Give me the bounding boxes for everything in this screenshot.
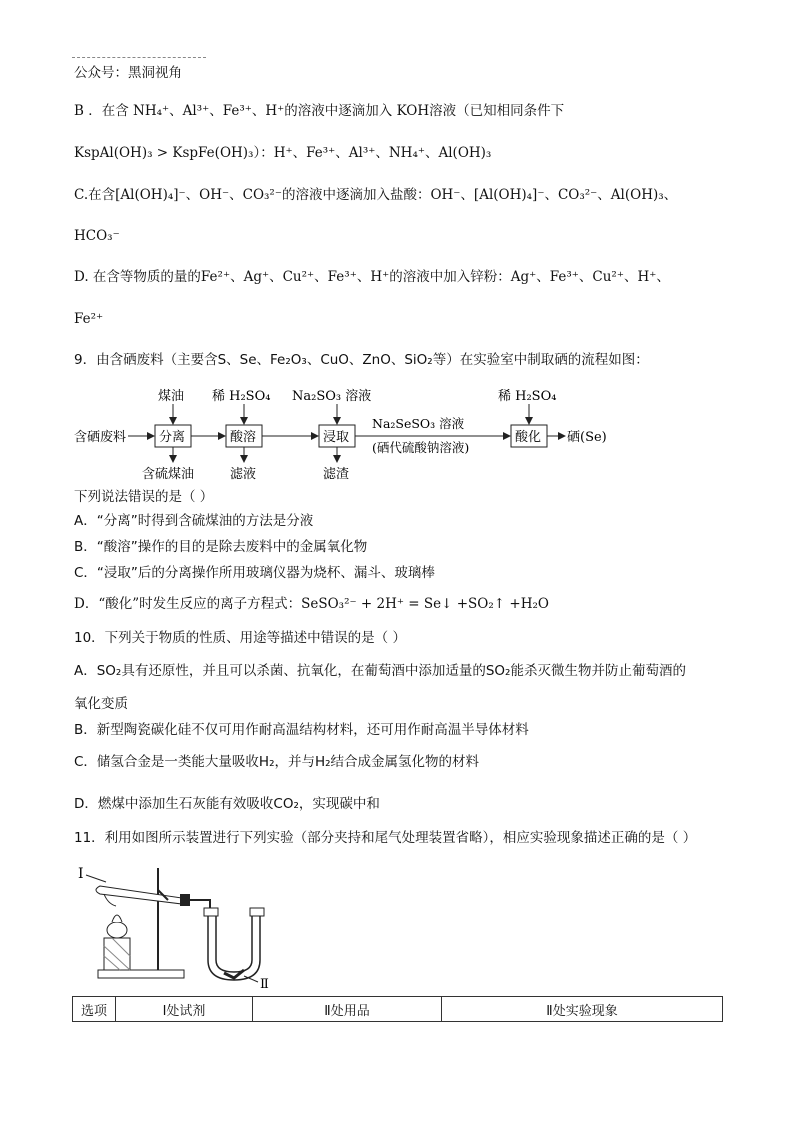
table-header-cell: 选项 [73, 997, 116, 1022]
flow-start: 含硒废料 [74, 430, 127, 445]
flame [112, 915, 122, 922]
alcohol-lamp [107, 922, 127, 938]
q9-ask: 下列说法错误的是（ ） [74, 489, 214, 505]
flow-output3: 滤渣 [323, 467, 350, 482]
flow-box3-label: 浸取 [323, 430, 350, 445]
q9-stem: 9．由含硒废料（主要含S、Se、Fe₂O₃、CuO、ZnO、SiO₂等）在实验室中制取硒的流程如图： [74, 352, 649, 368]
q10-option-c: C．储氢合金是一类能大量吸收H₂，并与H₂结合成金属氢化物的材料 [74, 754, 480, 770]
q10-option-d: D．燃煤中添加生石灰能有效吸收CO₂，实现碳中和 [74, 796, 380, 812]
u-tube-inner [216, 916, 252, 972]
q10-stem: 10．下列关于物质的性质、用途等描述中错误的是（ ） [74, 630, 406, 646]
q8-option-b-line2: KspAl(OH)₃ > KspFe(OH)₃）：H⁺、Fe³⁺、Al³⁺、NH₄⁺、Al(OH)₃ [74, 145, 492, 161]
table-header-cell: I处试剂 [116, 997, 253, 1022]
q8-option-d-line1: D. 在含等物质的量的Fe²⁺、Ag⁺、Cu²⁺、Fe³⁺、H⁺的溶液中加入锌粉：Ag⁺、Fe³⁺、Cu²⁺、H⁺、 [74, 269, 670, 285]
flow-output2: 滤液 [230, 467, 257, 482]
table-header-cell: Ⅱ处用品 [253, 997, 442, 1022]
flow-input1: 煤油 [158, 389, 185, 404]
stopper [180, 894, 190, 906]
flow-output1: 含硫煤油 [142, 467, 195, 482]
q9-flow-diagram [70, 382, 630, 482]
label-I: I [78, 866, 84, 882]
stand-base [98, 970, 184, 978]
label-II: Ⅱ [260, 977, 269, 990]
flow-box4-label: 酸化 [515, 430, 542, 445]
q11-stem: 11．利用如图所示装置进行下列实验（部分夹持和尾气处理装置省略），相应实验现象描述正确的是（ ） [74, 830, 697, 846]
flow-box1-label: 分离 [159, 430, 186, 445]
header-label: 公众号：黑洞视角 [74, 65, 182, 81]
q10-option-a-line1: A．SO₂具有还原性，并且可以杀菌、抗氧化，在葡萄酒中添加适量的SO₂能杀灭微生物并防止葡萄酒的 [74, 663, 686, 679]
q10-option-b: B．新型陶瓷碳化硅不仅可用作耐高温结构材料，还可用作耐高温半导体材料 [74, 722, 529, 738]
flow-mid-line2: (硒代硫酸钠溶液) [372, 440, 470, 455]
flow-box2-label: 酸溶 [230, 430, 257, 445]
flow-input4: 稀 H₂SO₄ [498, 389, 557, 404]
q9-option-a: A．“分离”时得到含硫煤油的方法是分液 [74, 513, 314, 529]
q11-apparatus-figure [72, 860, 302, 990]
table-header-cell: Ⅱ处实验现象 [442, 997, 723, 1022]
q9-option-c: C．“浸取”后的分离操作所用玻璃仪器为烧杯、漏斗、玻璃棒 [74, 565, 435, 581]
q8-option-c-line1: C.在含[Al(OH)₄]⁻、OH⁻、CO₃²⁻的溶液中逐滴加入盐酸：OH⁻、[Al(OH)₄]⁻、CO₃²⁻、Al(OH)₃、 [74, 187, 678, 203]
flow-mid-line1: Na₂SeSO₃ 溶液 [372, 416, 465, 431]
flow-input2: 稀 H₂SO₄ [212, 389, 271, 404]
q8-option-c-line2: HCO₃⁻ [74, 228, 120, 244]
q10-option-a-line2: 氧化变质 [74, 696, 128, 712]
q9-option-d: D．“酸化”时发生反应的离子方程式：SeSO₃²⁻ + 2H⁺ = Se↓ +SO₂↑ +H₂O [74, 596, 549, 612]
q8-option-b-line1: B ．在含 NH₄⁺、Al³⁺、Fe³⁺、H⁺的溶液中逐滴加入 KOH溶液（已知相同条件下 [74, 103, 565, 119]
q8-option-d-line2: Fe²⁺ [74, 311, 104, 327]
q11-answer-table [72, 996, 723, 1022]
q9-option-b: B．“酸溶”操作的目的是除去废料中的金属氧化物 [74, 539, 368, 555]
flow-input3: Na₂SO₃ 溶液 [292, 389, 372, 404]
flow-end: 硒(Se) [567, 430, 607, 445]
table-header-row [73, 997, 723, 1022]
